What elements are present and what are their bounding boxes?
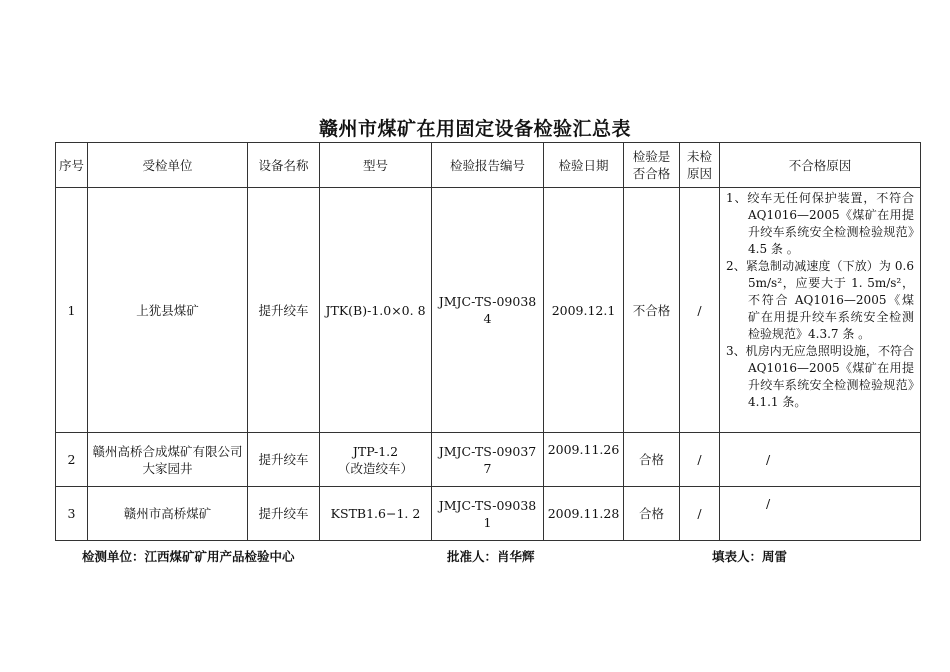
reason-item: 3、机房内无应急照明设施，不符合 AQ1016—2005《煤矿在用提升绞车系统安全检测检验规范》4.1.1 条。 bbox=[726, 344, 914, 409]
header-not-inspected-reason: 未检原因 bbox=[680, 143, 720, 188]
cell-unit: 上犹县煤矿 bbox=[88, 188, 248, 433]
table-row bbox=[56, 487, 921, 541]
footer-filler: 填表人：周雷 bbox=[712, 549, 788, 564]
cell-equipment: 提升绞车 bbox=[248, 487, 320, 541]
cell-report-no: JMJC-TS-090384 bbox=[432, 188, 544, 433]
cell-qualified: 不合格 bbox=[624, 188, 680, 433]
cell-report-no: JMJC-TS-090381 bbox=[432, 487, 544, 541]
header-report-no: 检验报告编号 bbox=[432, 143, 544, 188]
header-seq: 序号 bbox=[56, 143, 88, 188]
cell-model: KSTB1.6−1. 2 bbox=[320, 487, 432, 541]
cell-seq: 2 bbox=[56, 433, 88, 487]
cell-not-inspected-reason: / bbox=[680, 188, 720, 433]
header-date: 检验日期 bbox=[544, 143, 624, 188]
header-unit: 受检单位 bbox=[88, 143, 248, 188]
inspection-summary-table bbox=[55, 142, 921, 541]
cell-date: 2009.12.1 bbox=[544, 188, 624, 433]
cell-report-no: JMJC-TS-090377 bbox=[432, 433, 544, 487]
reason-item: 2、紧急制动减速度（下放）为 0.65m/s²，应要大于 1. 5m/s²，不符合 AQ1016—2005《煤矿在用提升绞车系统安全检测检验规范》4.3.7 条 。 bbox=[726, 259, 914, 341]
reason-item: 1、绞车无任何保护装置，不符合 AQ1016—2005《煤矿在用提升绞车系统安全检测检验规范》4.5 条 。 bbox=[726, 191, 914, 256]
model-note: （改造绞车） bbox=[337, 460, 413, 476]
table-header-row bbox=[56, 143, 921, 188]
cell-model: JTK(B)-1.0×0. 8 bbox=[320, 188, 432, 433]
table-row bbox=[56, 433, 921, 487]
cell-equipment: 提升绞车 bbox=[248, 188, 320, 433]
model-line: JTP-1.2 bbox=[352, 443, 399, 459]
footer-approver: 批准人：肖华辉 bbox=[447, 549, 535, 564]
footer-inspection-unit: 检测单位：江西煤矿矿用产品检验中心 bbox=[82, 549, 295, 564]
cell-not-inspected-reason: / bbox=[680, 433, 720, 487]
cell-qualified: 合格 bbox=[624, 487, 680, 541]
cell-date: 2009.11.28 bbox=[544, 487, 624, 541]
header-equipment: 设备名称 bbox=[248, 143, 320, 188]
cell-seq: 1 bbox=[56, 188, 88, 433]
header-nonconformity-reason: 不合格原因 bbox=[720, 143, 921, 188]
cell-seq: 3 bbox=[56, 487, 88, 541]
cell-equipment: 提升绞车 bbox=[248, 433, 320, 487]
cell-unit: 赣州市高桥煤矿 bbox=[88, 487, 248, 541]
cell-model bbox=[320, 433, 432, 487]
cell-unit: 赣州高桥合成煤矿有限公司大家园井 bbox=[88, 433, 248, 487]
cell-qualified: 合格 bbox=[624, 433, 680, 487]
page-title: 赣州市煤矿在用固定设备检验汇总表 bbox=[318, 118, 631, 140]
cell-date: 2009.11.26 bbox=[544, 433, 624, 487]
cell-nonconformity-reason: / bbox=[720, 487, 921, 541]
cell-nonconformity-reason bbox=[720, 188, 921, 433]
header-qualified: 检验是否合格 bbox=[624, 143, 680, 188]
header-model: 型号 bbox=[320, 143, 432, 188]
table-row bbox=[56, 188, 921, 433]
cell-not-inspected-reason: / bbox=[680, 487, 720, 541]
cell-nonconformity-reason: / bbox=[720, 433, 921, 487]
